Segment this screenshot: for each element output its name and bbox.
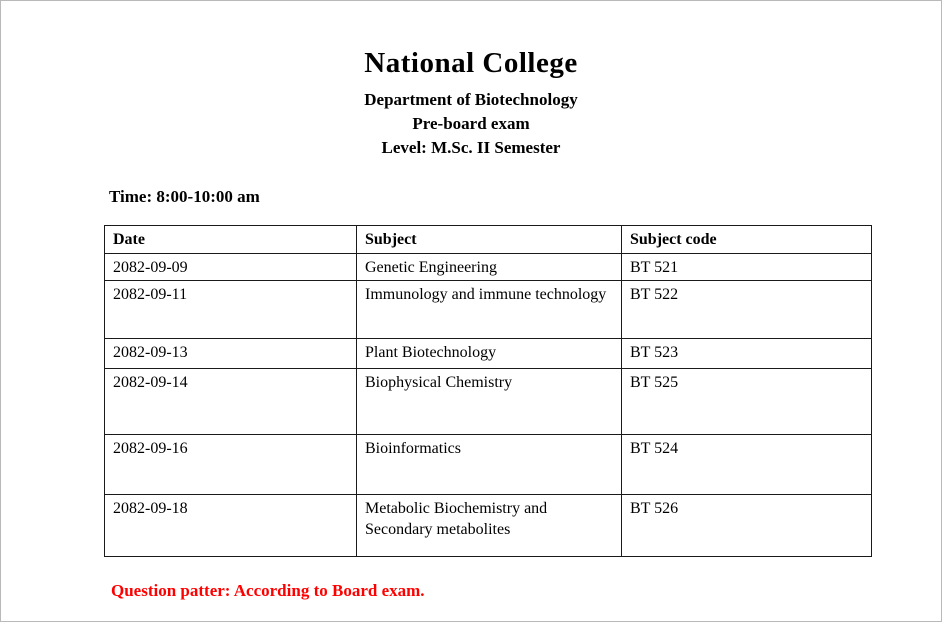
subject-cell: Metabolic Biochemistry and Secondary metabolites [357,495,622,557]
subject-cell: Biophysical Chemistry [357,369,622,435]
level-line: Level: M.Sc. II Semester [381,138,561,157]
date-cell: 2082-09-14 [105,369,357,435]
code-cell: BT 526 [622,495,872,557]
table-row [105,369,872,435]
table-row [105,495,872,557]
subject-cell: Genetic Engineering [357,254,622,281]
exam-type-line: Pre-board exam [412,114,530,133]
subject-cell: Bioinformatics [357,435,622,495]
question-pattern-note: Question patter: According to Board exam. [111,581,425,600]
exam-schedule-table [104,225,872,557]
column-header-code: Subject code [622,226,872,254]
column-header-date: Date [105,226,357,254]
date-cell: 2082-09-13 [105,339,357,369]
department-line: Department of Biotechnology [364,90,578,109]
college-name: National College [364,47,578,79]
code-cell: BT 525 [622,369,872,435]
column-header-subject: Subject [357,226,622,254]
code-cell: BT 522 [622,281,872,339]
time-label: Time: 8:00-10:00 am [109,187,260,206]
subject-cell: Plant Biotechnology [357,339,622,369]
document-header [1,47,941,160]
table-row [105,435,872,495]
date-cell: 2082-09-18 [105,495,357,557]
date-cell: 2082-09-09 [105,254,357,281]
table-row [105,254,872,281]
table-row [105,339,872,369]
table-row [105,281,872,339]
code-cell: BT 523 [622,339,872,369]
date-cell: 2082-09-16 [105,435,357,495]
code-cell: BT 521 [622,254,872,281]
table-header-row [105,226,872,254]
header-subtitles [1,88,941,160]
code-cell: BT 524 [622,435,872,495]
subject-cell: Immunology and immune technology [357,281,622,339]
date-cell: 2082-09-11 [105,281,357,339]
